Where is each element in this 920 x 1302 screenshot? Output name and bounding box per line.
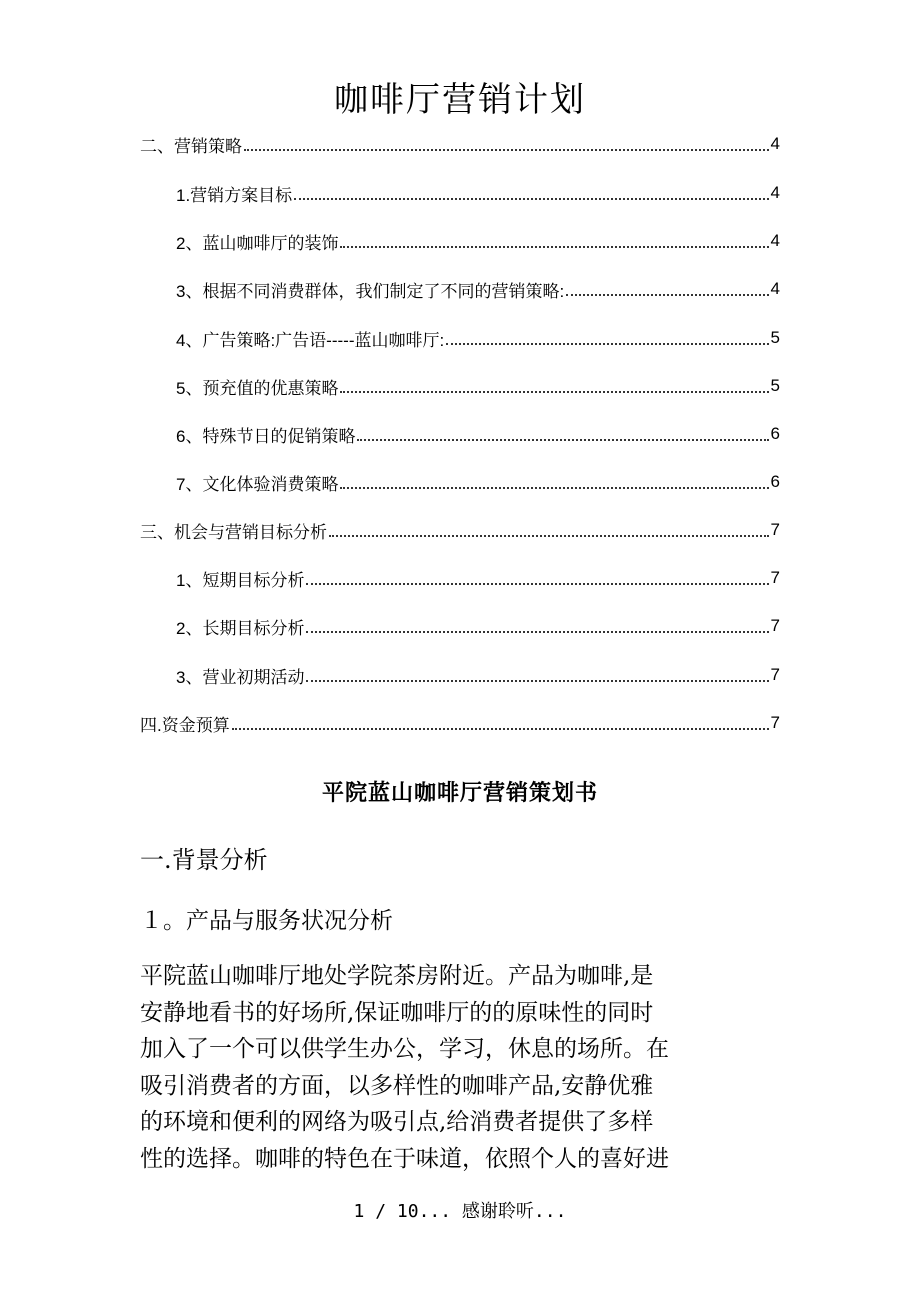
toc-leader-dots: [294, 197, 768, 200]
toc-entry-page: 5: [770, 376, 780, 395]
toc-leader-dots: [306, 679, 768, 682]
toc-entry-label: 三、机会与营销目标分析: [140, 522, 327, 542]
toc-leader-dots: [340, 486, 768, 489]
paragraph-line: 性的选择。咖啡的特色在于味道，依照个人的喜好进: [140, 1145, 669, 1172]
toc-entry[interactable]: [176, 322, 780, 354]
plan-subtitle: 平院蓝山咖啡厅营销策划书: [321, 780, 598, 806]
toc-leader-dots: [306, 630, 768, 633]
toc-entry[interactable]: [140, 514, 780, 546]
toc-entry[interactable]: [176, 273, 780, 305]
toc-entry[interactable]: [176, 370, 780, 402]
toc-entry[interactable]: [176, 466, 780, 498]
toc-entry-page: 7: [770, 616, 780, 635]
toc-entry-label: 1.营销方案目标: [176, 185, 293, 205]
toc-leader-dots: [244, 148, 769, 151]
toc-entry[interactable]: [176, 418, 780, 450]
toc-entry-label: 4、广告策略:广告语-----蓝山咖啡厅:: [176, 330, 445, 350]
toc-leader-dots: [340, 390, 768, 393]
toc-entry-label: 四.资金预算: [140, 715, 230, 735]
section-heading: 一.背景分析: [140, 846, 268, 874]
toc-entry-page: 5: [770, 328, 780, 347]
subsection-heading: １。产品与服务状况分析: [140, 908, 393, 934]
toc-entry-page: 4: [770, 134, 780, 153]
toc-entry-label: 5、预充值的优惠策略: [176, 378, 339, 398]
toc-entry[interactable]: [176, 225, 780, 257]
toc-entry-label: 2、蓝山咖啡厅的装饰: [176, 233, 339, 253]
toc-entry-page: 4: [770, 279, 780, 298]
toc-entry-label: 6、特殊节日的促销策略: [176, 426, 356, 446]
toc-entry-page: 6: [770, 472, 780, 491]
toc-entry-label: 7、文化体验消费策略: [176, 474, 339, 494]
toc-leader-dots: [232, 727, 769, 730]
toc-entry-page: 4: [770, 183, 780, 202]
toc-entry[interactable]: [140, 707, 780, 739]
body-paragraph: [140, 958, 780, 1177]
paragraph-line: 平院蓝山咖啡厅地处学院茶房附近。产品为咖啡,是: [140, 963, 654, 989]
toc-entry[interactable]: [140, 128, 780, 160]
toc-leader-dots: [329, 534, 769, 537]
toc-entry-page: 4: [770, 231, 780, 250]
toc-entry[interactable]: [176, 562, 780, 594]
toc-leader-dots: [340, 245, 768, 248]
toc-leader-dots: [357, 438, 768, 441]
paragraph-line: 的环境和便利的网络为吸引点,给消费者提供了多样: [140, 1109, 654, 1135]
paragraph-line: 安静地看书的好场所,保证咖啡厅的的原味性的同时: [140, 999, 654, 1026]
toc-leader-dots: [566, 293, 768, 296]
document-title: 咖啡厅营销计划: [334, 80, 586, 120]
toc-entry-label: 3、根据不同消费群体，我们制定了不同的营销策略:: [176, 281, 565, 301]
toc-entry-label: 二、营销策略: [140, 136, 242, 156]
toc-leader-dots: [306, 582, 768, 585]
toc-entry[interactable]: [176, 659, 780, 691]
toc-entry-label: 1、短期目标分析: [176, 570, 305, 590]
toc-entry[interactable]: [176, 177, 780, 209]
page-footer: 1 / 10... 感谢聆听...: [353, 1201, 567, 1222]
paragraph-line: 吸引消费者的方面，以多样性的咖啡产品,安静优雅: [140, 1072, 654, 1099]
toc-entry-page: 6: [770, 424, 780, 443]
toc-leader-dots: [446, 342, 768, 345]
toc-entry-page: 7: [770, 568, 780, 587]
toc-entry-label: 3、营业初期活动: [176, 667, 305, 687]
paragraph-line: 加入了一个可以供学生办公，学习，休息的场所。在: [140, 1036, 669, 1062]
toc-entry-page: 7: [770, 713, 780, 732]
toc-entry[interactable]: [176, 610, 780, 642]
toc-entry-label: 2、长期目标分析: [176, 618, 305, 638]
toc-entry-page: 7: [770, 665, 780, 684]
toc-entry-page: 7: [770, 520, 780, 539]
